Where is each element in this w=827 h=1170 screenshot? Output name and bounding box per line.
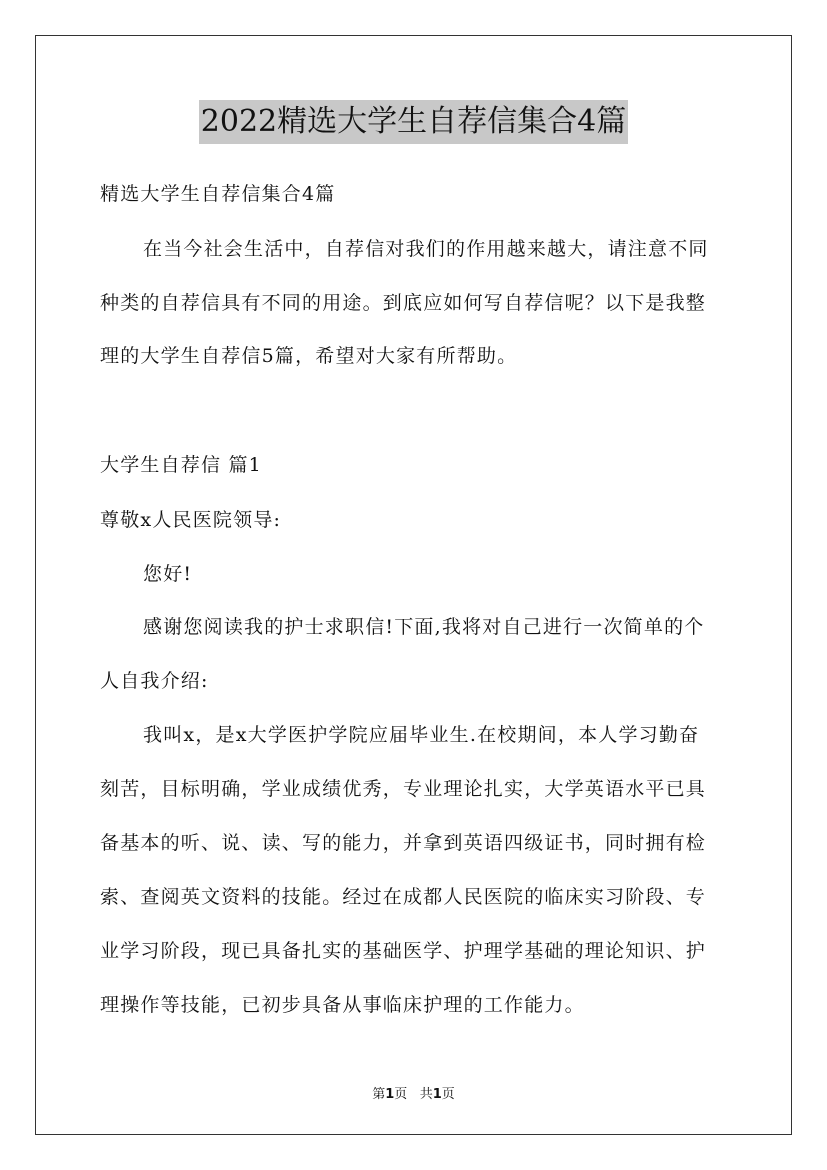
- footer-total-prefix: 共: [419, 1087, 433, 1102]
- footer-total-suffix: 页: [441, 1087, 455, 1102]
- page-footer: [0, 1083, 827, 1102]
- para2-line-3: 备基本的听、说、读、写的能力，并拿到英语四级证书，同时拥有检: [100, 832, 707, 854]
- para1-line-1: 感谢您阅读我的护士求职信!下面,我将对自己进行一次简单的个: [143, 616, 705, 638]
- para2-line-6: 理操作等技能，已初步具备从事临床护理的工作能力。: [100, 994, 585, 1016]
- para2-line-4: 索、查阅英文资料的技能。经过在成都人民医院的临床实习阶段、专: [100, 886, 707, 908]
- intro-line-2: 种类的自荐信具有不同的用途。到底应如何写自荐信呢？以下是我整: [100, 292, 707, 314]
- intro-line-3: 理的大学生自荐信5篇，希望对大家有所帮助。: [100, 345, 518, 367]
- footer-page-prefix: 第: [372, 1087, 386, 1102]
- greeting: 您好!: [143, 563, 193, 585]
- title-container: [0, 100, 827, 144]
- document-title: 2022精选大学生自荐信集合4篇: [199, 100, 628, 144]
- intro-line-1: 在当今社会生活中，自荐信对我们的作用越来越大，请注意不同: [143, 238, 709, 260]
- para2-line-5: 业学习阶段，现已具备扎实的基础医学、护理学基础的理论知识、护: [100, 940, 707, 962]
- footer-total-number: 1: [432, 1087, 442, 1102]
- para2-line-2: 刻苦，目标明确，学业成绩优秀，专业理论扎实，大学英语水平已具: [100, 778, 707, 800]
- section-heading: 大学生自荐信 篇1: [100, 454, 262, 476]
- salutation: 尊敬x人民医院领导:: [100, 509, 282, 531]
- document-subtitle: 精选大学生自荐信集合4篇: [100, 183, 336, 205]
- footer-page-number: 1: [385, 1087, 395, 1102]
- para2-line-1: 我叫x，是x大学医护学院应届毕业生.在校期间，本人学习勤奋: [143, 724, 700, 746]
- footer-page-suffix: 页: [394, 1087, 408, 1102]
- para1-line-2: 人自我介绍:: [100, 670, 209, 692]
